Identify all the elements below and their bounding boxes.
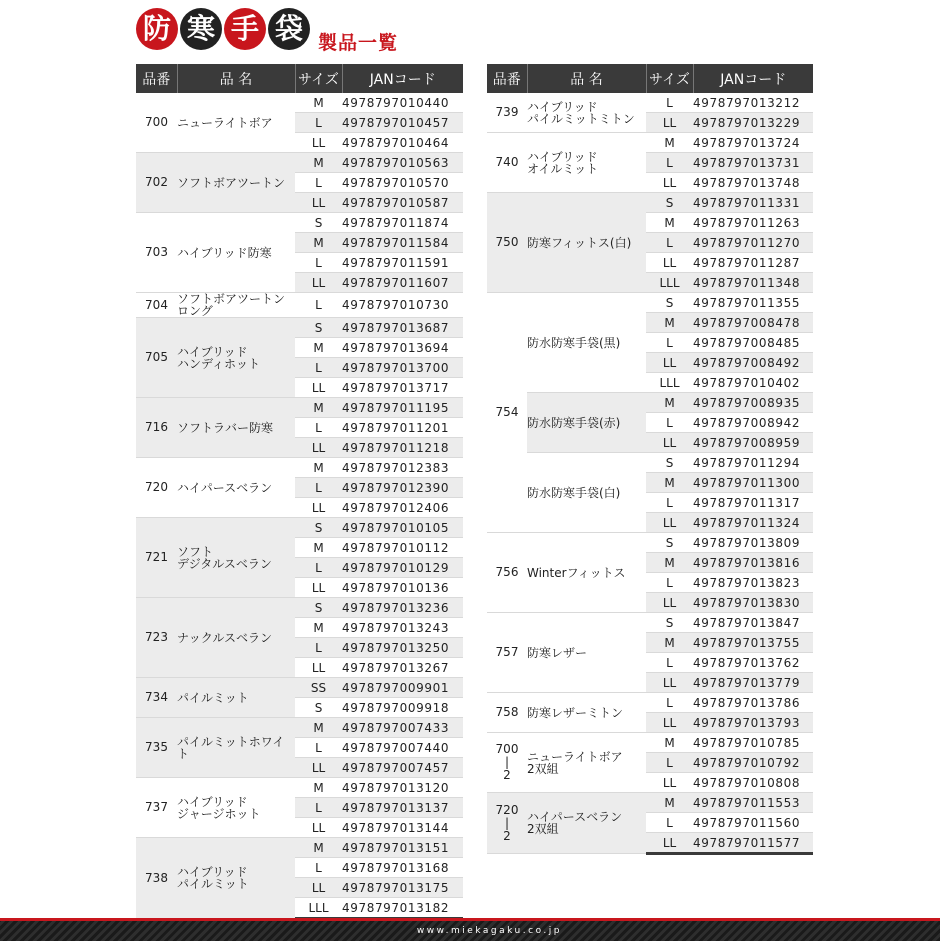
- product-code: 702: [136, 153, 177, 213]
- size-cell: L: [295, 478, 342, 498]
- jan-code-cell: 4978797011294: [693, 453, 813, 473]
- product-name: 防水防寒手袋(白): [527, 453, 646, 533]
- size-cell: L: [295, 113, 342, 133]
- jan-code-cell: 4978797010136: [342, 578, 463, 598]
- jan-code-cell: 4978797013700: [342, 358, 463, 378]
- table-row: [136, 778, 463, 798]
- size-cell: LL: [295, 818, 342, 838]
- size-cell: M: [646, 133, 693, 153]
- jan-code-cell: 4978797011584: [342, 233, 463, 253]
- size-cell: LLL: [646, 273, 693, 293]
- size-cell: LL: [646, 353, 693, 373]
- jan-code-cell: 4978797008942: [693, 413, 813, 433]
- jan-code-cell: 4978797011607: [342, 273, 463, 293]
- size-cell: LL: [295, 133, 342, 153]
- table-row: [487, 393, 813, 413]
- jan-code-cell: 4978797009918: [342, 698, 463, 718]
- jan-code-cell: 4978797011218: [342, 438, 463, 458]
- jan-code-cell: 4978797010464: [342, 133, 463, 153]
- product-name: ソフトラバー防寒: [177, 398, 295, 458]
- size-cell: M: [295, 618, 342, 638]
- size-cell: LL: [295, 758, 342, 778]
- table-row: [136, 598, 463, 618]
- jan-code-cell: 4978797011317: [693, 493, 813, 513]
- jan-code-cell: 4978797013267: [342, 658, 463, 678]
- table-row: [487, 93, 813, 113]
- jan-code-cell: 4978797010457: [342, 113, 463, 133]
- jan-code-cell: 4978797010570: [342, 173, 463, 193]
- size-cell: M: [295, 538, 342, 558]
- jan-code-cell: 4978797008478: [693, 313, 813, 333]
- product-name: ソフトボアツートンロング: [177, 293, 295, 318]
- page-subtitle: 製品一覧: [318, 32, 399, 54]
- size-cell: M: [295, 398, 342, 418]
- size-cell: LL: [646, 773, 693, 793]
- header-jan: JANコード: [342, 64, 463, 93]
- table-row: [136, 153, 463, 173]
- jan-code-cell: 4978797011560: [693, 813, 813, 833]
- jan-code-cell: 4978797013236: [342, 598, 463, 618]
- table-row: [487, 733, 813, 753]
- jan-code-cell: 4978797010105: [342, 518, 463, 538]
- size-cell: LL: [646, 433, 693, 453]
- jan-code-cell: 4978797010792: [693, 753, 813, 773]
- size-cell: S: [646, 293, 693, 313]
- jan-code-cell: 4978797013175: [342, 878, 463, 898]
- jan-code-cell: 4978797010402: [693, 373, 813, 393]
- product-code: 740: [487, 133, 527, 193]
- product-name: ハイブリッド パイルミット: [177, 838, 295, 919]
- jan-code-cell: 4978797009901: [342, 678, 463, 698]
- product-name: 防水防寒手袋(赤): [527, 393, 646, 453]
- size-cell: L: [295, 858, 342, 878]
- jan-code-cell: 4978797011331: [693, 193, 813, 213]
- size-cell: LL: [646, 513, 693, 533]
- jan-code-cell: 4978797013731: [693, 153, 813, 173]
- product-code: 705: [136, 318, 177, 398]
- product-code: 734: [136, 678, 177, 718]
- jan-code-cell: 4978797011577: [693, 833, 813, 854]
- product-name: ソフトボアツートン: [177, 153, 295, 213]
- product-code: 735: [136, 718, 177, 778]
- size-cell: M: [295, 778, 342, 798]
- jan-code-cell: 4978797010112: [342, 538, 463, 558]
- jan-code-cell: 4978797013717: [342, 378, 463, 398]
- product-name: ナックルスベラン: [177, 598, 295, 678]
- product-name: Winterフィットス: [527, 533, 646, 613]
- jan-code-cell: 4978797013793: [693, 713, 813, 733]
- table-row: [487, 133, 813, 153]
- size-cell: L: [646, 573, 693, 593]
- table-row: [487, 613, 813, 633]
- product-name: ニューライトボア: [177, 93, 295, 153]
- product-code: 738: [136, 838, 177, 919]
- jan-code-cell: 4978797013755: [693, 633, 813, 653]
- product-name: 防寒レザーミトン: [527, 693, 646, 733]
- jan-code-cell: 4978797011553: [693, 793, 813, 813]
- jan-code-cell: 4978797013847: [693, 613, 813, 633]
- size-cell: M: [295, 93, 342, 113]
- jan-code-cell: 4978797010587: [342, 193, 463, 213]
- size-cell: S: [295, 598, 342, 618]
- product-code: 704: [136, 293, 177, 318]
- jan-code-cell: 4978797013144: [342, 818, 463, 838]
- jan-code-cell: 4978797008485: [693, 333, 813, 353]
- jan-code-cell: 4978797013168: [342, 858, 463, 878]
- jan-code-cell: 4978797013694: [342, 338, 463, 358]
- size-cell: LL: [295, 378, 342, 398]
- product-name: ハイブリッド ハンディホット: [177, 318, 295, 398]
- table-row: [487, 793, 813, 813]
- size-cell: M: [646, 313, 693, 333]
- table-row: [487, 693, 813, 713]
- size-cell: S: [646, 613, 693, 633]
- size-cell: LL: [646, 593, 693, 613]
- product-code: 703: [136, 213, 177, 293]
- product-code: 720: [136, 458, 177, 518]
- jan-code-cell: 4978797013182: [342, 898, 463, 919]
- jan-code-cell: 4978797010440: [342, 93, 463, 113]
- footer-accent-line: [0, 918, 940, 921]
- size-cell: L: [646, 93, 693, 113]
- header-size: サイズ: [646, 64, 693, 93]
- size-cell: M: [295, 718, 342, 738]
- product-code: 756: [487, 533, 527, 613]
- product-name: ニューライトボア 2双組: [527, 733, 646, 793]
- size-cell: LL: [295, 658, 342, 678]
- product-code: 758: [487, 693, 527, 733]
- size-cell: LL: [295, 193, 342, 213]
- size-cell: L: [646, 693, 693, 713]
- product-code: 720 | 2: [487, 793, 527, 854]
- title-char-3: 手: [224, 8, 266, 50]
- header-name: 品 名: [177, 64, 295, 93]
- header-code: 品番: [487, 64, 527, 93]
- table-header-row: [487, 64, 813, 93]
- jan-code-cell: 4978797008492: [693, 353, 813, 373]
- size-cell: L: [295, 293, 342, 318]
- size-cell: S: [295, 213, 342, 233]
- size-cell: M: [646, 393, 693, 413]
- jan-code-cell: 4978797012390: [342, 478, 463, 498]
- size-cell: LL: [646, 713, 693, 733]
- size-cell: SS: [295, 678, 342, 698]
- table-row: [136, 718, 463, 738]
- table-row: [136, 838, 463, 858]
- product-code: 754: [487, 293, 527, 533]
- size-cell: M: [295, 233, 342, 253]
- size-cell: LL: [646, 833, 693, 854]
- table-row: [136, 398, 463, 418]
- size-cell: LL: [646, 673, 693, 693]
- size-cell: L: [646, 653, 693, 673]
- table-row: [487, 533, 813, 553]
- jan-code-cell: 4978797008959: [693, 433, 813, 453]
- table-header-row: [136, 64, 463, 93]
- product-name: パイルミット: [177, 678, 295, 718]
- table-row: [136, 678, 463, 698]
- jan-code-cell: 4978797011287: [693, 253, 813, 273]
- product-table-left: [136, 64, 463, 920]
- size-cell: M: [646, 633, 693, 653]
- jan-code-cell: 4978797013120: [342, 778, 463, 798]
- product-name: 防寒フィットス(白): [527, 193, 646, 293]
- jan-code-cell: 4978797011263: [693, 213, 813, 233]
- jan-code-cell: 4978797013809: [693, 533, 813, 553]
- table-row: [136, 458, 463, 478]
- size-cell: L: [295, 638, 342, 658]
- product-code: 750: [487, 193, 527, 293]
- footer-url: www.miekagaku.co.jp: [416, 926, 562, 936]
- size-cell: M: [646, 473, 693, 493]
- product-name: 防寒レザー: [527, 613, 646, 693]
- product-name: ハイブリッド パイルミットミトン: [527, 93, 646, 133]
- product-code: 723: [136, 598, 177, 678]
- product-code: 700 | 2: [487, 733, 527, 793]
- jan-code-cell: 4978797011348: [693, 273, 813, 293]
- size-cell: S: [646, 193, 693, 213]
- jan-code-cell: 4978797011591: [342, 253, 463, 273]
- size-cell: LL: [295, 878, 342, 898]
- page-header: [136, 8, 436, 64]
- jan-code-cell: 4978797013823: [693, 573, 813, 593]
- table-row: [487, 193, 813, 213]
- jan-code-cell: 4978797011270: [693, 233, 813, 253]
- product-name: パイルミットホワイト: [177, 718, 295, 778]
- size-cell: L: [646, 413, 693, 433]
- jan-code-cell: 4978797011201: [342, 418, 463, 438]
- jan-code-cell: 4978797011874: [342, 213, 463, 233]
- table-row: [136, 293, 463, 318]
- table-row: [136, 93, 463, 113]
- jan-code-cell: 4978797013762: [693, 653, 813, 673]
- jan-code-cell: 4978797011195: [342, 398, 463, 418]
- size-cell: L: [646, 493, 693, 513]
- jan-code-cell: 4978797013250: [342, 638, 463, 658]
- size-cell: M: [646, 553, 693, 573]
- product-name: ハイパースベラン: [177, 458, 295, 518]
- jan-code-cell: 4978797007457: [342, 758, 463, 778]
- size-cell: L: [295, 418, 342, 438]
- jan-code-cell: 4978797013229: [693, 113, 813, 133]
- jan-code-cell: 4978797013724: [693, 133, 813, 153]
- header-code: 品番: [136, 64, 177, 93]
- size-cell: L: [295, 798, 342, 818]
- product-code: 737: [136, 778, 177, 838]
- jan-code-cell: 4978797013786: [693, 693, 813, 713]
- jan-code-cell: 4978797013779: [693, 673, 813, 693]
- size-cell: S: [646, 453, 693, 473]
- header-jan: JANコード: [693, 64, 813, 93]
- size-cell: LL: [646, 253, 693, 273]
- product-table-right: [487, 64, 813, 855]
- product-name: ハイブリッド ジャージホット: [177, 778, 295, 838]
- jan-code-cell: 4978797010785: [693, 733, 813, 753]
- jan-code-cell: 4978797012406: [342, 498, 463, 518]
- title-char-4: 袋: [268, 8, 310, 50]
- product-code: 721: [136, 518, 177, 598]
- jan-code-cell: 4978797012383: [342, 458, 463, 478]
- size-cell: M: [295, 338, 342, 358]
- jan-code-cell: 4978797010563: [342, 153, 463, 173]
- size-cell: S: [295, 698, 342, 718]
- product-name: ハイブリッド防寒: [177, 213, 295, 293]
- product-name: 防水防寒手袋(黒): [527, 293, 646, 393]
- footer-bar: [0, 918, 940, 941]
- jan-code-cell: 4978797013748: [693, 173, 813, 193]
- table-row: [136, 318, 463, 338]
- jan-code-cell: 4978797013137: [342, 798, 463, 818]
- size-cell: M: [646, 213, 693, 233]
- product-name: ハイブリッド オイルミット: [527, 133, 646, 193]
- table-row: [136, 518, 463, 538]
- header-size: サイズ: [295, 64, 342, 93]
- jan-code-cell: 4978797013816: [693, 553, 813, 573]
- size-cell: S: [295, 518, 342, 538]
- size-cell: LL: [646, 113, 693, 133]
- size-cell: M: [295, 838, 342, 858]
- jan-code-cell: 4978797010808: [693, 773, 813, 793]
- size-cell: M: [295, 458, 342, 478]
- size-cell: L: [646, 333, 693, 353]
- size-cell: L: [295, 558, 342, 578]
- size-cell: L: [646, 813, 693, 833]
- product-code: 716: [136, 398, 177, 458]
- size-cell: LLL: [646, 373, 693, 393]
- jan-code-cell: 4978797008935: [693, 393, 813, 413]
- size-cell: L: [646, 753, 693, 773]
- jan-code-cell: 4978797013212: [693, 93, 813, 113]
- size-cell: M: [646, 793, 693, 813]
- jan-code-cell: 4978797011324: [693, 513, 813, 533]
- table-row: [487, 453, 813, 473]
- size-cell: L: [295, 358, 342, 378]
- product-code: 757: [487, 613, 527, 693]
- jan-code-cell: 4978797010730: [342, 293, 463, 318]
- size-cell: S: [295, 318, 342, 338]
- product-name: ソフト デジタルスベラン: [177, 518, 295, 598]
- size-cell: LL: [295, 438, 342, 458]
- size-cell: LL: [295, 273, 342, 293]
- size-cell: L: [295, 253, 342, 273]
- jan-code-cell: 4978797007433: [342, 718, 463, 738]
- product-code: 739: [487, 93, 527, 133]
- jan-code-cell: 4978797011300: [693, 473, 813, 493]
- product-name: ハイパースベラン 2双組: [527, 793, 646, 854]
- jan-code-cell: 4978797010129: [342, 558, 463, 578]
- jan-code-cell: 4978797007440: [342, 738, 463, 758]
- jan-code-cell: 4978797013830: [693, 593, 813, 613]
- size-cell: M: [646, 733, 693, 753]
- size-cell: L: [646, 233, 693, 253]
- size-cell: L: [295, 173, 342, 193]
- size-cell: M: [295, 153, 342, 173]
- title-char-2: 寒: [180, 8, 222, 50]
- size-cell: LL: [295, 578, 342, 598]
- size-cell: LL: [646, 173, 693, 193]
- size-cell: S: [646, 533, 693, 553]
- title-char-1: 防: [136, 8, 178, 50]
- size-cell: LL: [295, 498, 342, 518]
- product-code: 700: [136, 93, 177, 153]
- size-cell: LLL: [295, 898, 342, 919]
- jan-code-cell: 4978797013687: [342, 318, 463, 338]
- table-row: [487, 293, 813, 313]
- jan-code-cell: 4978797011355: [693, 293, 813, 313]
- size-cell: L: [295, 738, 342, 758]
- jan-code-cell: 4978797013151: [342, 838, 463, 858]
- jan-code-cell: 4978797013243: [342, 618, 463, 638]
- table-row: [136, 213, 463, 233]
- size-cell: L: [646, 153, 693, 173]
- header-name: 品 名: [527, 64, 646, 93]
